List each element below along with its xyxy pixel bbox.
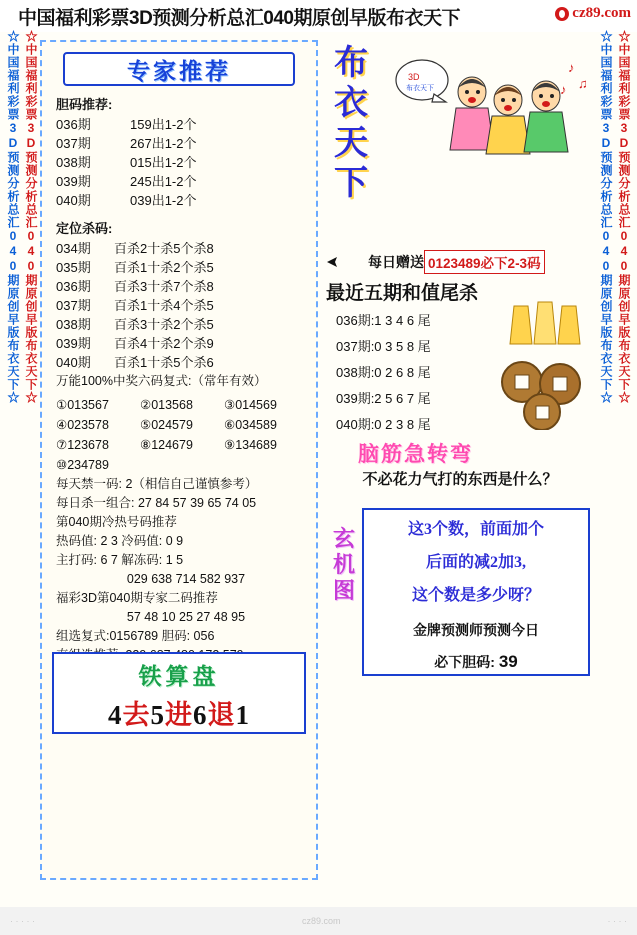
list-item: 038期:0 2 6 8 尾 xyxy=(336,365,431,380)
footer-center: cz89.com xyxy=(301,916,341,926)
daily-kill: 每日杀一组合: 27 84 57 39 65 74 05 xyxy=(56,496,257,510)
table-row xyxy=(56,134,316,153)
row-period: 034期 xyxy=(56,241,91,256)
universal-code-rows xyxy=(56,395,316,475)
row-value: 039出1-2个 xyxy=(130,193,197,208)
row-value: 159出1-2个 xyxy=(130,117,197,132)
table-row xyxy=(56,258,316,277)
site-logo[interactable] xyxy=(555,5,631,22)
row-period: 037期 xyxy=(56,136,91,151)
table-row xyxy=(56,334,316,353)
daily-ban: 每天禁一码: 2（相信自己谨慎参考） xyxy=(56,477,258,491)
footer-right: · · · · xyxy=(607,916,627,926)
universal-code: ②013568 xyxy=(140,398,193,412)
marquee-left-blue: ☆中国福利彩票3D预测分析总汇040期原创早版布衣天下☆ xyxy=(6,30,20,404)
list-item xyxy=(56,455,316,475)
abacus-part: 4 xyxy=(108,700,123,730)
universal-code: ⑧124679 xyxy=(140,438,193,452)
row-period: 036期 xyxy=(56,117,91,132)
must-dan-label: 必下胆码: xyxy=(434,654,495,670)
row-period: 039期 xyxy=(56,336,91,351)
row-period: 036期 xyxy=(56,279,91,294)
kill-section-label: 定位杀码: xyxy=(56,221,113,236)
row-value: 百杀2十杀5个杀8 xyxy=(114,241,214,256)
svg-text:♫: ♫ xyxy=(578,76,588,91)
row-period: 040期 xyxy=(56,355,91,370)
riddle-lines xyxy=(364,516,588,609)
universal-code: ⑨134689 xyxy=(224,438,277,452)
logo-dot-icon xyxy=(555,7,569,21)
universal-label: 万能100%中奖六码复式:（常年有效） xyxy=(56,374,267,388)
abacus-part: 去 xyxy=(122,700,151,730)
daily-gift-value: 0123489必下2-3码 xyxy=(424,250,545,274)
abacus-panel xyxy=(52,652,306,734)
svg-text:3D: 3D xyxy=(408,72,420,82)
expert-title-box xyxy=(63,52,295,86)
daily-gift-label: 每日赠送 xyxy=(368,254,424,270)
expert-title: 专家推荐 xyxy=(127,58,231,84)
right-panel xyxy=(322,40,596,740)
row-period: 039期 xyxy=(56,174,91,189)
abacus-part: 6 xyxy=(193,700,208,730)
table-row xyxy=(56,239,316,258)
universal-code: ⑤024579 xyxy=(140,418,193,432)
riddle-line: 这个数是多少呀？ xyxy=(411,587,540,604)
row-period: 038期 xyxy=(56,317,91,332)
riddle-line: 后面的减2加3, xyxy=(425,554,526,571)
row-period: 038期 xyxy=(56,155,91,170)
row-value: 267出1-2个 xyxy=(130,136,197,151)
footer-left: · · · · · xyxy=(10,916,35,926)
dan-section-label: 胆码推荐: xyxy=(56,97,113,112)
page-header xyxy=(0,0,637,32)
table-row xyxy=(56,353,316,372)
table-row xyxy=(56,172,316,191)
kill-rows xyxy=(56,239,316,372)
brain-teaser-title: 脑筋急转弯 xyxy=(358,442,473,466)
list-item: 040期:0 2 3 8 尾 xyxy=(336,417,431,432)
abacus-part: 进 xyxy=(165,700,193,730)
abacus-part: 5 xyxy=(150,700,165,730)
gold-bars-illustration xyxy=(508,290,594,350)
footer-bar xyxy=(0,907,637,935)
expert-panel xyxy=(40,40,318,880)
brain-teaser-question: 不必花力气打的东西是什么？ xyxy=(362,472,558,488)
riddle-panel xyxy=(362,508,590,676)
row-value: 245出1-2个 xyxy=(130,174,197,189)
row-value: 百杀1十杀2个杀5 xyxy=(114,260,214,275)
universal-code: ⑦123678 xyxy=(56,438,109,452)
two-code-title: 福彩3D第040期专家二码推荐 xyxy=(56,591,218,605)
table-row xyxy=(56,115,316,134)
universal-code: ③014569 xyxy=(224,398,277,412)
svg-text:布衣天下: 布衣天下 xyxy=(406,85,434,92)
row-period: 035期 xyxy=(56,260,91,275)
gold-predict-label: 金牌预测师预测今日 xyxy=(413,622,539,638)
tails-title: 最近五期和值尾杀 xyxy=(326,283,479,304)
buyi-title: 布衣天下 xyxy=(334,45,368,202)
riddle-line: 这3个数，前面加个 xyxy=(407,521,544,538)
table-row xyxy=(56,315,316,334)
two-code-numbers: 57 48 10 25 27 48 95 xyxy=(126,610,246,624)
list-item xyxy=(56,415,316,435)
arrow-icon xyxy=(326,255,340,269)
logo-text: cz89.com xyxy=(572,5,631,21)
row-period: 040期 xyxy=(56,193,91,208)
list-item xyxy=(56,395,316,415)
table-row xyxy=(56,277,316,296)
must-dan-value: 39 xyxy=(498,652,518,671)
table-row xyxy=(56,296,316,315)
list-item xyxy=(56,435,316,455)
universal-code: ⑩234789 xyxy=(56,458,109,472)
cold-hot-title: 第040期冷热号码推荐 xyxy=(56,515,177,529)
list-item: 036期:1 3 4 6 尾 xyxy=(336,313,431,328)
hot-cold-values: 热码值: 2 3 冷码值: 0 9 xyxy=(56,534,184,548)
universal-code: ①013567 xyxy=(56,398,109,412)
row-value: 百杀3十杀7个杀8 xyxy=(114,279,214,294)
group-compound: 组选复式:0156789 胆码: 056 xyxy=(56,629,215,643)
marquee-left-red: ☆中国福利彩票3D预测分析总汇040期原创早版布衣天下☆ xyxy=(24,30,38,404)
marquee-right-red: ☆中国福利彩票3D预测分析总汇040期原创早版布衣天下☆ xyxy=(617,30,631,404)
svg-text:♪: ♪ xyxy=(560,82,567,97)
daily-gift-row xyxy=(322,250,596,274)
abacus-title: 铁算盘 xyxy=(138,664,220,689)
dan-rows xyxy=(56,115,316,210)
abacus-part: 退 xyxy=(207,700,236,730)
row-value: 百杀3十杀2个杀5 xyxy=(114,317,214,332)
must-dan-row xyxy=(364,651,588,673)
abacus-part: 1 xyxy=(235,700,250,730)
abacus-value xyxy=(54,693,304,732)
row-value: 百杀1十杀4个杀5 xyxy=(114,298,214,313)
table-row xyxy=(56,191,316,210)
xuanji-title: 玄机图 xyxy=(332,526,355,603)
universal-code: ⑥034589 xyxy=(224,418,277,432)
list-item: 039期:2 5 6 7 尾 xyxy=(336,391,431,406)
recommend-numbers: 029 638 714 582 937 xyxy=(126,572,246,586)
svg-text:♪: ♪ xyxy=(568,60,575,75)
row-value: 百杀1十杀5个杀6 xyxy=(114,355,214,370)
main-kill-values: 主打码: 6 7 解冻码: 1 5 xyxy=(56,553,184,567)
row-value: 百杀4十杀2个杀9 xyxy=(114,336,214,351)
tails-list xyxy=(336,308,486,438)
universal-code: ④023578 xyxy=(56,418,109,432)
cartoon-illustration xyxy=(380,50,590,160)
table-row xyxy=(56,153,316,172)
row-value: 015出1-2个 xyxy=(130,155,197,170)
row-period: 037期 xyxy=(56,298,91,313)
page-title: 中国福利彩票3D预测分析总汇040期原创早版布衣天下 xyxy=(18,7,460,29)
coins-illustration xyxy=(498,350,598,430)
marquee-right-blue: ☆中国福利彩票3D预测分析总汇040期原创早版布衣天下☆ xyxy=(599,30,613,404)
list-item: 037期:0 3 5 8 尾 xyxy=(336,339,431,354)
